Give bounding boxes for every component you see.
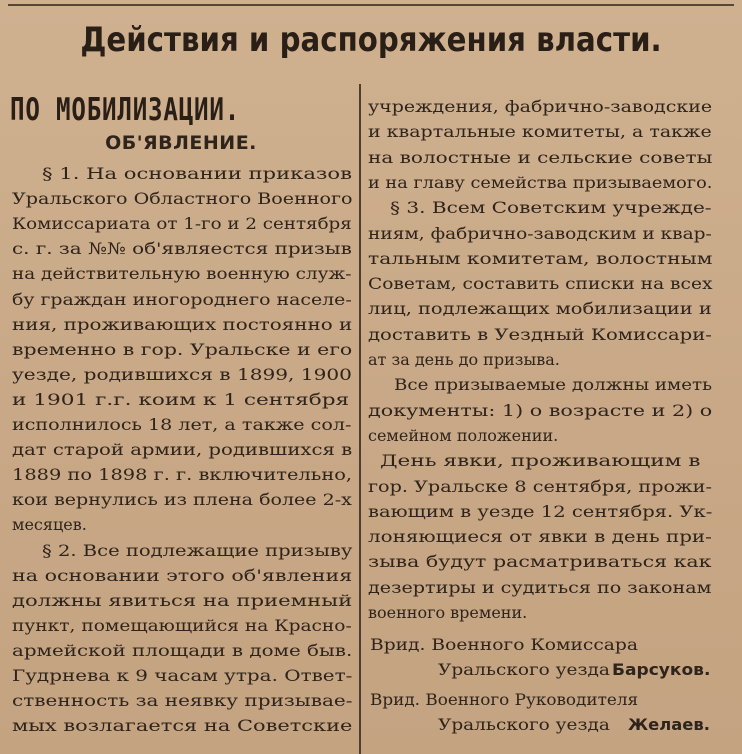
signature-name: Барсуков. — [612, 660, 711, 679]
text-line: кои вернулись из плена более 2-х — [12, 490, 352, 510]
text-line: гор. Уральске 8 сентября, прожи- — [368, 476, 712, 496]
text-line: пункт, помещающийся на Красно- — [12, 615, 352, 635]
text-line: семейном положении. — [368, 425, 559, 445]
text-line: Советам, составить списки на всех — [368, 274, 713, 294]
text-line: исполнилось 18 лет, а также сол- — [12, 415, 352, 434]
text-line: тальным комитетам, волостным — [368, 248, 713, 268]
text-line: месяцев. — [12, 515, 87, 535]
text-line: мых возлагается на Советские — [12, 716, 353, 736]
text-line: ния, проживающих постоянно и — [12, 314, 353, 334]
top-rule — [8, 4, 734, 6]
text-line: временно в гор. Уральске и его — [12, 339, 353, 359]
text-line: § 2. Все подлежащие призыву — [42, 540, 353, 560]
text-line: День явки, проживающим в — [380, 451, 701, 471]
text-line: и на главу семейства призываемого. — [368, 172, 713, 192]
text-line: армейской площади в доме быв. — [12, 640, 353, 660]
signature-title: Врид. Военного Комиссара — [370, 635, 638, 654]
text-line: военного времени. — [368, 603, 528, 622]
text-line: документы: 1) о возрасте и 2) о — [368, 400, 713, 420]
text-line: на волостные и сельские советы — [368, 147, 713, 167]
text-line: дат старой армии, родившихся в — [12, 440, 353, 460]
text-line: ат за день до призыва. — [368, 350, 560, 369]
text-line: и 1901 г.г. коим к 1 сентября — [12, 389, 350, 409]
text-line: дезертиры и судиться по законам — [368, 577, 712, 597]
text-line: зыва будут расматриваться как — [368, 552, 712, 572]
text-line: ниям, фабрично-заводским и квар- — [368, 223, 712, 243]
text-line: лиц, подлежащих мобилизации и — [368, 299, 712, 319]
text-line: должны явиться на приемный — [12, 590, 353, 610]
signature-name: Желаев. — [628, 715, 711, 734]
text-line: на основании этого об'явления — [12, 565, 353, 585]
signature-title: Врид. Военного Руководителя — [370, 690, 639, 709]
text-line: и квартальные комитеты, а также — [368, 122, 712, 142]
text-line: учреждения, фабрично-заводские — [368, 97, 713, 116]
text-line: доставить в Уездный Комиссари- — [368, 324, 712, 344]
text-line: 1889 по 1898 г. г. включительно, — [12, 465, 353, 485]
text-line: Уральского Областного Военного — [12, 189, 353, 209]
page-headline: Действия и распоряжения власти. — [80, 20, 662, 60]
text-line: Гудрнева к 9 часам утра. Ответ- — [12, 666, 353, 685]
text-line: уезде, родившихся в 1899, 1900 — [12, 364, 352, 384]
text-line: вающим в уезде 12 сентября. Ук- — [368, 501, 713, 521]
column-divider — [359, 84, 361, 754]
text-line: ственность за неявку призывае- — [12, 691, 353, 711]
text-line: с. г. за №№ об'являестся призыв — [12, 239, 352, 259]
signature-district: Уральского уезда — [438, 660, 610, 679]
signature-district: Уральского уезда — [438, 715, 610, 734]
article-subheading: ОБ'ЯВЛЕНИЕ. — [105, 132, 257, 154]
text-line: на действительную военную служ- — [12, 264, 352, 284]
text-line: бу граждан иногороднего населе- — [12, 289, 352, 309]
text-line: Комиссариата от 1-го и 2 сентября — [12, 214, 352, 234]
text-line: § 1. На основании приказов — [42, 164, 353, 183]
text-line: Все призываемые должны иметь — [394, 375, 713, 395]
article-heading: ПО МОБИЛИЗАЦИИ. — [10, 92, 241, 128]
text-line: лоняющиеся от явки в день при- — [368, 527, 712, 547]
text-line: § 3. Всем Советским учрежде- — [390, 198, 712, 218]
